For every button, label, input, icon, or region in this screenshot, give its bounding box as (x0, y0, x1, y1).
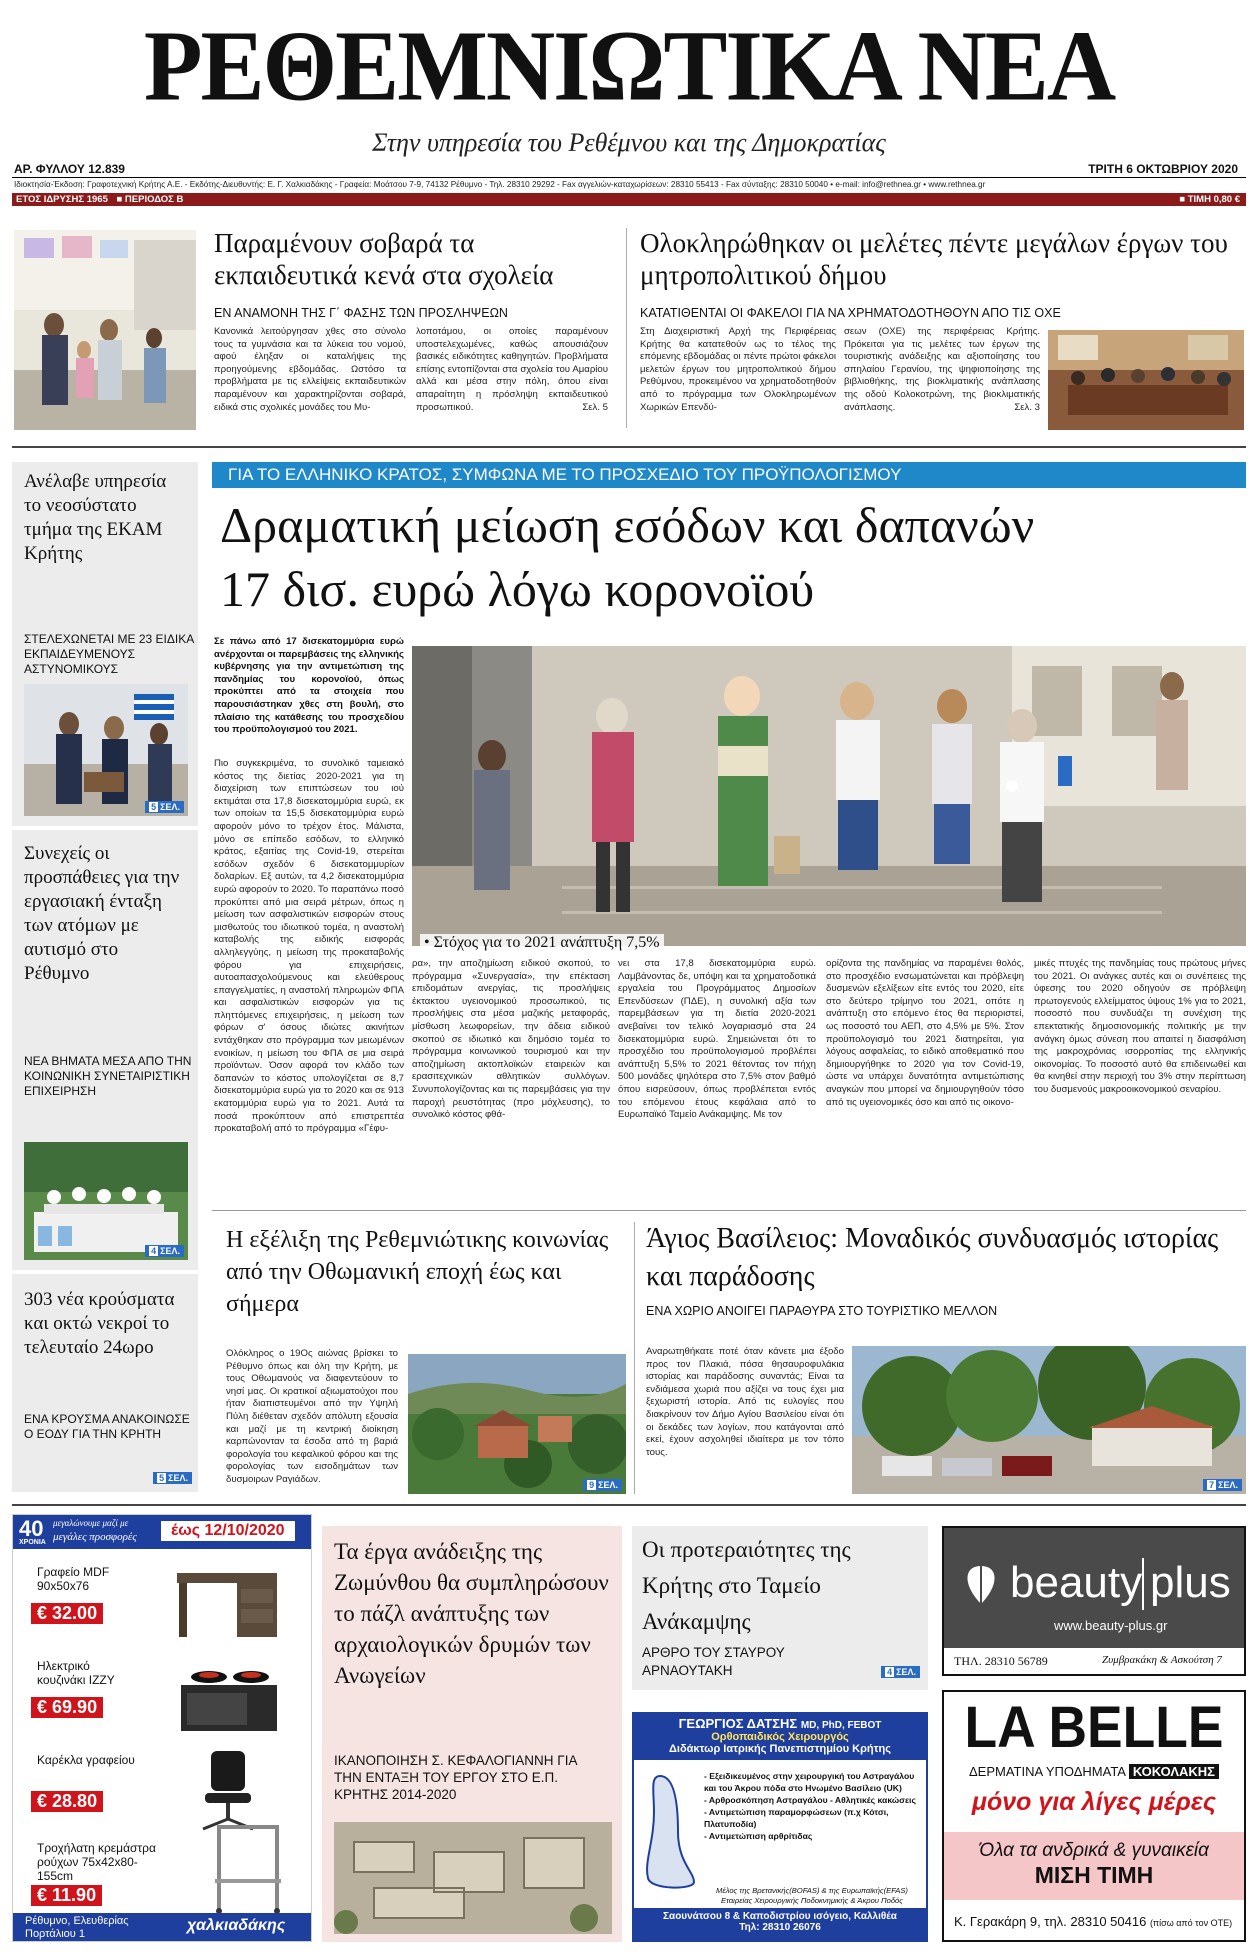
beauty-logo-area (944, 1528, 1244, 1648)
labelle-sub1: ΔΕΡΜΑΤΙΝΑ ΥΠΟΔΗΜΑΤΑ (968, 1764, 1126, 1779)
lead-title-line1: Δραματική μείωση εσόδων και δαπανών (220, 497, 1035, 553)
doctor-member: Μέλος της Βρετανικής(BOFAS) & της Ευρωπαϊκής(EFAS) Εταιρείας Χειρουργικής Ποδοκνημικής & Άκρου Ποδός (716, 1886, 908, 1905)
story4-text: Αναρωτηθήκατε ποτέ όταν κάνετε μια έξοδο προς τον Πλακιά, πόσα θησαυροφυλάκια ιστορίας και παράδοσης συναντάς; Είναι τα ενδιάμεσα χωριά που αξίζει να τους έχει μια ξεχωριστή ιστορία. Από τις ευλογίες που διακρίνουν τον Δήμο Αγίου Βασιλείου είναι ότι οι δεκάδες των λογίων, που κατάγονται από εκεί, έχουν ασχοληθεί ιδιαίτερα με τον τόπο τους. (646, 1346, 844, 1458)
lead-photo-caption: • Στόχος για το 2021 ανάπτυξη 7,5% (420, 934, 664, 952)
side1-page-badge: 5 ΣΕΛ. (145, 801, 184, 813)
autism-photo (24, 1142, 188, 1260)
story1-subtitle: ΕΝ ΑΝΑΜΟΝΗ ΤΗΣ Γ΄ ΦΑΣΗΣ ΤΩΝ ΠΡΟΣΛΗΨΕΩΝ (214, 306, 508, 320)
bullet-item: - Αρθροσκόπηση Αστραγάλου - Αθλητικές κακώσεις (704, 1795, 916, 1805)
beauty-brand2: plus (1150, 1558, 1231, 1607)
lead-title-line2: 17 δισ. ευρώ λόγω κορονοϊού (220, 561, 815, 617)
divider (626, 228, 627, 428)
years-sub: ΧΡΟΝΙΑ (19, 1539, 46, 1546)
years-badge: 40 (19, 1516, 44, 1541)
schools-photo (14, 230, 196, 430)
slogan-line1: μεγαλώνουμε μαζί με (53, 1518, 129, 1528)
masthead-bar (12, 193, 1246, 206)
section-rule (12, 1504, 1246, 1506)
labelle-band (944, 1832, 1244, 1900)
slogan-line2: μεγάλες προσφορές (53, 1531, 137, 1543)
lead-intro: Σε πάνω από 17 δισεκατομμύρια ευρώ ανέρχονται οι παρεμβάσεις της ελληνικής κυβέρνησης για την αντιμετώπιση της πανδημίας του κορονοϊού, όπως προκύπτει από τα στοιχεία που παρουσιάστηκαν χθες στη βουλή, στο πλαίσιο της κατάθεσης του προσχεδίου του προϋπολογισμού του 2021. (214, 636, 404, 736)
bullet-item: - Εξειδικευμένος στην χειρουργική του Αστραγάλου και του Άκρου πόδα στο Ηνωμένο Βασίλειο (UK) (704, 1771, 915, 1793)
story6-title: Οι προτεραιότητες της Κρήτης στο Ταμείο Ανάκαμψης (642, 1537, 851, 1634)
story6-box (632, 1526, 928, 1690)
doctor-role: Ορθοπαιδικός Χειρουργός (711, 1731, 849, 1743)
labelle-sub2: ΚΟΚΟΛΑΚΗΣ (1129, 1764, 1219, 1779)
story2-title: Ολοκληρώθηκαν οι μελέτες πέντε μεγάλων έργων του μητροπολιτικού δήμου (640, 228, 1228, 290)
divider (634, 1222, 635, 1494)
bullet-item: - Αντιμετώπιση παραμορφώσεων (π.χ Κότσι, Πλατυποδία) (704, 1807, 889, 1829)
story5-title: Τα έργα ανάδειξης της Ζωμύνθου θα συμπληρώσουν το πάζλ ανάπτυξης των αρχαιολογικών δρυμών των Ανωγείων (334, 1539, 609, 1688)
story4-subtitle: ΕΝΑ ΧΩΡΙΟ ΑΝΟΙΓΕΙ ΠΑΡΑΘΥΡΑ ΣΤΟ ΤΟΥΡΙΣΤΙΚΟ ΜΕΛΛΟΝ (646, 1304, 998, 1318)
ekam-photo (24, 684, 188, 816)
labelle-address-note: (πίσω από τον ΟΤΕ) (1149, 1918, 1233, 1928)
story1-col2: λοποτάμου, οι οποίες παραμένουν υποστελεχωμένες, καθώς απουσιάζουν βασικές ειδικότητες καθηγητών. Προβλήματα επίσης εντοπίζονται στα σχολεία του Αμαρίου αλλά και μέσα στην πόλη, όπου είναι απαραίτητη η πρόσληψη εκπαιδευτικού προσωπικού. Σελ. 5 (416, 326, 608, 413)
ad-item-price: € 11.90 (31, 1885, 102, 1906)
lead-col3: νει στα 17,8 δισεκατομμύρια ευρώ. Λαμβάνοντας δε, υπόψη και τα χρηματοδοτικά εργαλεία του Προγράμματος Δημοσίων Επενδύσεων (ΠΔΕ), η συνολική αξία των παρεμβάσεων για τη διετία 2020-2021 ανεβαίνει τον τελικό λογαριασμό στα 24 δισεκατομμύρια ευρώ. Σημειώνεται ότι το προσχέδιο του προϋπολογισμού προβλέπει ανάπτυξη 5,5% το 2021 θέτοντας τον πήχη 500 μονάδες ψηλότερα στο 7,5% στον βαθμό όπου εισρεύσουν, όπως προβλέπεται εντός του επόμενου έτους κεφάλαια από το Ευρωπαϊκό Ταμείο Ανάκαμψης. Με τον (618, 958, 816, 1121)
lead-photo (412, 646, 1246, 946)
beauty-url: www.beauty-plus.gr (1054, 1618, 1168, 1633)
lead-bottom-rule (212, 1210, 1246, 1211)
period-label: ■ ΠΕΡΙΟΔΟΣ Β (116, 194, 184, 205)
doctor-footer (634, 1908, 926, 1940)
story2-subtitle: ΚΑΤΑΤΙΘΕΝΤΑΙ ΟΙ ΦΑΚΕΛΟΙ ΓΙΑ ΝΑ ΧΡΗΜΑΤΟΔΟΤΗΘΟΥΝ ΑΠΟ ΤΙΣ ΟΧΕ (640, 306, 1061, 320)
story5-subtitle: ΙΚΑΝΟΠΟΙΗΣΗ Σ. ΚΕΦΑΛΟΓΙΑΝΝΗ ΓΙΑ ΤΗΝ ΕΝΤΑΞΗ ΤΟΥ ΕΡΓΟΥ ΣΤΟ Ε.Π. ΚΡΗΤΗΣ 2014-2020 (334, 1753, 577, 1802)
story3-page-badge: 9 ΣΕΛ. (583, 1479, 622, 1491)
story6-page-badge: 4 ΣΕΛ. (881, 1666, 920, 1678)
sidebar-gap (12, 1270, 198, 1274)
labelle-ad[interactable] (942, 1690, 1246, 1942)
ad-item-price: € 28.80 (31, 1791, 103, 1812)
bullet-item: - Αντιμετώπιση αρθρίτιδας (704, 1831, 813, 1841)
beauty-brand1: beauty (1010, 1558, 1143, 1607)
doctor-address: Σαουνάτσου 8 & Καποδιστρίου ισόγειο, Καλλιθέα (663, 1911, 897, 1922)
stove-icon (173, 1655, 283, 1735)
foot-icon (640, 1772, 700, 1892)
ad-item[interactable] (13, 1651, 312, 1741)
side3-page-badge: 5 ΣΕΛ. (153, 1472, 192, 1484)
story4-page-badge: 7 ΣΕΛ. (1203, 1479, 1242, 1491)
lead-col1: Πιο συγκεκριμένα, το συνολικό ταμειακό κόστος της διετίας 2020-2021 για τη διαχείριση των επιπτώσεων του ιού εκτιμάται στα 17,8 δισεκατομμύρια ευρώ, εκ των οποίων τα 15,5 δισεκατομμύρια ευρώ αφορούν μόνο το τρέχον έτος. Μάλιστα, μόνο σε επίπεδο εσόδων, το ελληνικό κράτος, εξαιτίας της Covid-19, στερείται εσόδων σχεδόν 6 δισεκατομμυρίων δολαρίων. Εξ αυτών, τα 4,2 δισεκατομμύρια ευρώ αφορούν το 2020. Το παραπάνω ποσό προκύπτει από μια σειρά μέτρων, όπως η μείωση των ασφαλιστικών εισφορών στους μισθωτούς του ιδιωτικού τομέα, η αναστολή καταβολής της ειδικής εισφοράς αλληλεγγύης, η μείωση της προκαταβολής φόρου για επιχειρήσεις, αυτοαπασχολούμενους και ελεύθερους επαγγελματίες, η αναστολή πληρωμών ΦΠΑ και ασφαλιστικών εισφορών για τις πληττόμενες επιχειρήσεις, η μείωση των φόρων σ' όσους ιδιώτες ακινήτων εντάχθηκαν στο πρόγραμμα των μειωμένων ενοικίων, η μείωση του ΦΠΑ σε μια σειρά προϊόντων. Όσον αφορά τον κλάδο των δαπανών το κόστος υπολογίζεται σε 8,7 δισεκατομμύρια ευρώ για το 2020 και σε 913 εκατομμύρια ευρώ για το 2021. Αυτά τα ποσά προκύπτουν από επιστρεπτέα προκαταβολή από το πρόγραμμα «Γέφυ- (214, 758, 404, 1135)
rack-icon (209, 1819, 289, 1915)
brand-logo: χαλκιαδάκης (187, 1917, 286, 1934)
price-label: ■ ΤΙΜΗ 0,80 € (1179, 194, 1240, 205)
labelle-address-line (954, 1914, 1244, 1929)
story2-col1: Στη Διαχειριστική Αρχή της Περιφέρειας Κρήτης θα κατατεθούν ως το τέλος της επόμενης εβδομάδας οι πέντε πρώτοι φάκελοι μελετών έργων του μητροπολιτικού δήμου Ρεθύμνου, προκειμένου να χρηματοδοτηθούν από το πρόγραμμα των Ολοκληρωμένων Χωρικών Επενδύ- (640, 326, 836, 413)
ad-item[interactable] (13, 1839, 312, 1911)
founded-label: ΕΤΟΣ ΙΔΡΥΣΗΣ 1965 (16, 194, 108, 205)
issue-number: ΑΡ. ΦΥΛΛΟΥ 12.839 (14, 162, 125, 176)
sidebar-gap (12, 826, 198, 830)
labelle-line1: Όλα τα ανδρικά & γυναικεία (979, 1840, 1209, 1861)
lead-col2: ρα», την αποζημίωση ειδικού σκοπού, το πρόγραμμα «Συνεργασία», την επέκταση επιδομάτων ανεργίας, τις προσλήψεις έκτακτου υγειονομικού προσωπικού, τις προσλήψεις στα μέσα μαζικής μεταφοράς, μίσθωση λεωφορείων, την άδεια ειδικού σκοπού σε ιδιωτικό και δημόσιο τομέα το πρόγραμμα κοινωνικού τουρισμού και την αποζημίωση ακτοπλοϊκών εταιρειών και ερασιτεχνικών αθλητικών συλλόγων. Συνυπολογίζοντας και τις παρεμβάσεις για την παροχή ρευστότητας (προ μόχλευσης), το συνολικό κόστος φθά- (412, 958, 610, 1121)
labelle-line2: ΜΙΣΗ ΤΙΜΗ (1034, 1862, 1154, 1888)
labelle-title: LA BELLE (964, 1695, 1224, 1760)
masthead-tagline: Στην υπηρεσία του Ρεθέμνου και της Δημοκρατίας (372, 128, 886, 157)
ottoman-photo (408, 1354, 626, 1494)
doctor-ad[interactable] (632, 1712, 928, 1942)
offer-until: έως 12/10/2020 (161, 1521, 295, 1541)
story1-col1: Κανονικά λειτούργησαν χθες στο σύνολο τους τα γυμνάσια και τα λύκεια του νομού, αφού έληξαν οι καταλήψεις της προηγούμενης εβδομάδας. Ωστόσο τα προβλήματα με τις ελλείψεις εκπαιδευτικών παραμένουν και χαρακτηρίζονται σοβαρά, ειδικά στις σχολικές μονάδες του Μυ- (214, 326, 406, 413)
side2-page-badge: 4 ΣΕΛ. (145, 1245, 184, 1257)
leaf-icon (958, 1562, 1004, 1608)
masthead-title: ΡΕΘΕΜΝΙΩΤΙΚΑ ΝΕΑ (143, 9, 1115, 122)
side1-title: Ανέλαβε υπηρεσία το νεοσύστατο τμήμα της ΕΚΑΜ Κρήτης (24, 471, 167, 564)
doctor-role2: Διδάκτωρ Ιατρικής Πανεπιστημίου Κρήτης (669, 1743, 891, 1755)
zominthos-photo (334, 1822, 612, 1934)
story4-title: Άγιος Βασίλειος: Μοναδικός συνδυασμός ιστορίας και παράδοσης (646, 1223, 1219, 1292)
publisher-info: Ιδιοκτησία-Έκδοση: Γραφοτεχνική Κρήτης Α.Ε. - Εκδότης-Διευθυντής: Ε. Γ. Χαλκιαδάκης - Γραφεία: Μοάτσου 7-9, 74132 Ρέθυμνο - Τηλ. 28310 29292 - Fax αγγελιών-καταχωρίσεων: 28310 55413 - Fax σύνταξης: 28310 50040 • e-mail: info@rethnea.gr • www.rethnea.gr (14, 180, 986, 189)
doctor-bullets (704, 1770, 920, 1842)
masthead (0, 0, 1258, 210)
furniture-ad[interactable] (12, 1514, 312, 1942)
doctor-header (634, 1714, 926, 1760)
side3-title: 303 νέα κρούσματα και οκτώ νεκροί το τελευταίο 24ωρο (24, 1289, 175, 1358)
beauty-address: Ζυμβρακάκη & Ασκούτση 7 (1102, 1654, 1222, 1666)
ad-item-price: € 32.00 (31, 1603, 103, 1624)
ad-footer (13, 1913, 312, 1942)
lead-col4: ορίζοντα της πανδημίας να παραμένει θολός, στο προσχέδιο ενσωματώνεται και πρόβλεψη δυσμενών εξελίξεων είτε εντός του 2020, είτε στο δεύτερο τρίμηνο του 2021, οπότε η ανάπτυξη στο επόμενο έτος θα περιοριστεί, ως ποσοστό του ΑΕΠ, στο 4,5% με 5%. Στον προϋπολογισμό του 2021 διατηρείται, για λόγους ασφαλείας, το ειδικό αποθεματικό που δημιουργήθηκε το 2020 για τον Covid-19, ώστε να υπάρχει δυνατότητα αντιμετώπισης αναγκών που μπορεί να δημιουργηθούν τόσο από τις υγειονομικές όσο και από τις οικονο- (826, 958, 1024, 1108)
story5-box (322, 1526, 622, 1942)
meeting-photo (1048, 330, 1244, 430)
lead-kicker: ΓΙΑ ΤΟ ΕΛΛΗΝΙΚΟ ΚΡΑΤΟΣ, ΣΥΜΦΩΝΑ ΜΕ ΤΟ ΠΡΟΣΧΕΔΙΟ ΤΟΥ ΠΡΟΫΠΟΛΟΓΙΣΜΟΥ (212, 462, 1246, 488)
beauty-divider (1142, 1558, 1144, 1610)
lead-col5: μικές πτυχές της πανδημίας τους πρώτους μήνες του 2021. Οι ανάγκες αυτές και οι συνέπειες της ύφεσης του 2020 οδηγούν σε πρόβλεψη πρωτογενούς ελλείμματος ύψους 1% για το 2021, ποσοστό που συνδυάζει τη συνέχιση της επεκτατικής δημοσιονομικής πολιτικής με την ανάγκη όμως σύνεση που απαιτεί η διασφάλιση της μακροχρόνιας ισορροπίας της ελληνικής οικονομίας. Το ποσοστό αυτό θα επιδεινωθεί και θα κινηθεί στην περιοχή του 3% στην περίπτωση του δυσμενούς μακροοικονομικού σεναρίου. (1034, 958, 1246, 1095)
story1-title: Παραμένουν σοβαρά τα εκπαιδευτικά κενά στα σχολεία (214, 228, 554, 290)
ad-footer-address: Ρέθυμνο, Ελευθερίας Πορτάλιου 1 (25, 1915, 129, 1940)
sidebar (12, 462, 198, 1492)
ad-item-name: Ηλεκτρικό κουζινάκι IZZY (37, 1659, 115, 1687)
beauty-ad[interactable] (942, 1526, 1246, 1676)
ad-header (13, 1515, 312, 1549)
ad-item-name: Καρέκλα γραφείου (37, 1753, 135, 1767)
story2-page: Σελ. 3 (1014, 401, 1040, 413)
side1-subtitle: ΣΤΕΛΕΧΩΝΕΤΑΙ ΜΕ 23 ΕΙΔΙΚΑ ΕΚΠΑΙΔΕΥΜΕΝΟΥΣ ΑΣΤΥΝΟΜΙΚΟΥΣ (24, 632, 194, 676)
labelle-subline (944, 1764, 1244, 1779)
section-rule (12, 446, 1246, 448)
ad-item-name: Γραφείο MDF 90x50x76 (37, 1565, 110, 1593)
side2-title: Συνεχείς οι προσπάθειες για την εργασιακή ένταξη των ατόμων με αυτισμό στο Ρέθυμνο (24, 843, 180, 984)
ad-item-name: Τροχήλατη κρεμάστρα ρούχων 75x42x80-155cm (37, 1841, 156, 1883)
ad-item-price: € 69.90 (31, 1697, 103, 1718)
story2-col2: σεων (ΟΧΕ) της περιφέρειας Κρήτης. Πρόκειται για τις μελέτες των έργων της τουριστικής ανάδειξης και αξιοποίησης του σπηλαίου Γερανίου, της ψηφιοποίησης της βιβλιοθήκης, της βιοκλιματικής ανάπλασης της οδού Κολοκοτρώνη, της βιοκλιματικής ανάπλασης. Σελ. 3 (844, 326, 1040, 413)
labelle-offer: μόνο για λίγες μέρες (971, 1788, 1217, 1816)
side2-subtitle: ΝΕΑ ΒΗΜΑΤΑ ΜΕΣΑ ΑΠΟ ΤΗΝ ΚΟΙΝΩΝΙΚΗ ΣΥΝΕΤΑΙΡΙΣΤΙΚΗ ΕΠΙΧΕΙΡΗΣΗ (24, 1054, 192, 1098)
side3-subtitle: ΕΝΑ ΚΡΟΥΣΜΑ ΑΝΑΚΟΙΝΩΣΕ Ο ΕΟΔΥ ΓΙΑ ΤΗΝ ΚΡΗΤΗ (24, 1412, 190, 1441)
doctor-phone: Τηλ: 28310 26076 (739, 1922, 821, 1933)
issue-date: ΤΡΙΤΗ 6 ΟΚΤΩΒΡΙΟΥ 2020 (1088, 162, 1238, 176)
labelle-address: Κ. Γερακάρη 9, τηλ. 28310 50416 (954, 1914, 1147, 1929)
story3-text: Ολόκληρος ο 19Ος αιώνας βρίσκει το Ρέθυμνο όπως και όλη την Κρήτη, με τους Οθωμανούς να διαφεντεύουν το νησί μας. Οι κρατικοί αξιωματούχοι που ήταν διαπιστευμένοι από την Υψηλή Πύλη διέθεταν σχεδόν απόλυτη εξουσία και μαζί με τη κεντρική διοίκηση καρπώνονταν τα έσοδα από τη βαριά φορολογία του κεφαλικού φόρου και της φορολογίας των εισοδημάτων των δυσμοιρων Ραγιάδων. (226, 1348, 398, 1485)
masthead-rule (12, 177, 1246, 178)
story3-title: Η εξέλιξη της Ρεθεμνιώτικης κοινωνίας από την Οθωμανική εποχή έως και σήμερα (226, 1227, 609, 1317)
story6-subtitle: ΑΡΘΡΟ ΤΟΥ ΣΤΑΥΡΟΥ ΑΡΝΑΟΥΤΑΚΗ (642, 1645, 785, 1678)
desk-icon (173, 1565, 283, 1641)
ad-item[interactable] (13, 1557, 312, 1647)
story1-page: Σελ. 5 (582, 401, 608, 413)
beauty-phone: ΤΗΛ. 28310 56789 (954, 1654, 1048, 1668)
doctor-name-line: ΓΕΩΡΓΙΟΣ ΔΑΤΣΗΣ MD, PhD, FEBOT (678, 1716, 882, 1731)
village-photo (852, 1346, 1246, 1494)
